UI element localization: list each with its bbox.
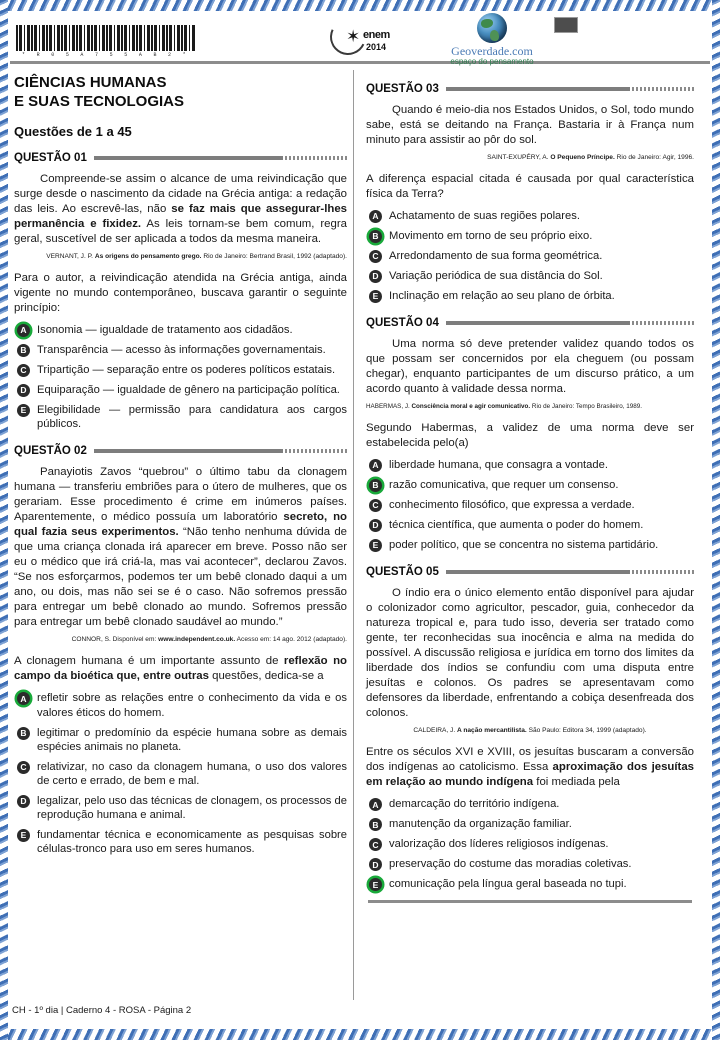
option-b-marker[interactable]	[366, 479, 386, 493]
option-letter: A	[369, 459, 382, 472]
enem-wordmark: enem	[363, 29, 390, 41]
question-05-stem	[366, 745, 694, 790]
question-01-stem: Para o autor, a reivindicação atendida na Grécia antiga, ainda vigente no mundo contemporâneo, buscava garantir o seguinte princípio:	[14, 271, 347, 314]
question-04-label: QUESTÃO 04	[366, 317, 439, 330]
right-column	[354, 70, 700, 1000]
option-d[interactable]	[14, 794, 347, 823]
option-e[interactable]	[14, 403, 347, 432]
option-b[interactable]	[14, 343, 347, 358]
question-header-dots	[632, 87, 694, 91]
option-d-text: legalizar, pelo uso das técnicas de clonagem, os processos de reprodução humana e animal.	[37, 794, 347, 822]
subject-title-line1: CIÊNCIAS HUMANAS	[14, 74, 167, 91]
option-letter: E	[369, 878, 382, 891]
question-01-citation	[14, 253, 347, 262]
option-letter: C	[369, 250, 382, 263]
option-a-text: demarcação do território indígena.	[389, 798, 560, 811]
passage-bold: se faz mais que assegurar-lhes permanência e fixidez.	[14, 202, 347, 230]
option-a-text: refletir sobre as relações entre o conhecimento da vida e os valores éticos do homem.	[37, 692, 347, 719]
two-column-layout	[8, 70, 712, 1000]
option-letter: A	[17, 324, 30, 337]
option-d[interactable]	[366, 269, 694, 284]
option-b-marker[interactable]	[366, 818, 386, 832]
option-e[interactable]	[14, 828, 347, 857]
option-b[interactable]	[14, 726, 347, 755]
globe-icon	[477, 13, 507, 43]
option-c-marker[interactable]	[14, 364, 34, 378]
citation-work: www.independent.co.uk.	[158, 636, 236, 644]
question-04-passage: Uma norma só deve pretender validez quando todos os que possam ser concernidos por ela cheguem (ou possam chegar), enquanto participantes de um discurso prático, a um acordo quanto à validade dessa norma.	[366, 338, 694, 396]
option-d-text: Equiparação — igualdade de gênero na participação política.	[37, 383, 340, 396]
option-c-text: Tripartição — separação entre os poderes políticos estatais.	[37, 363, 336, 376]
page-content	[8, 11, 712, 1029]
question-05-passage: O índio era o único elemento então disponível para ajudar o colonizador como agricultor, pescador, guia, conhecedor da natureza tropical e, para tudo isso, deveria ser tratado como gente, ter reconhecidas sua inocência e alma na medida do possível. A discussão religiosa e jurídica em torno dos limites da liberdade dos índios se confundiu com uma disputa entre jesuítas e colonos. Os padres se apresentavam como defensores da liberdade, enfrentando a cobiça desenfreada dos colonos.	[366, 586, 694, 720]
option-letter: D	[17, 795, 30, 808]
page-footer: CH - 1º dia | Caderno 4 - ROSA - Página 2	[12, 1005, 192, 1016]
option-c-marker[interactable]	[366, 838, 386, 852]
option-a-marker[interactable]	[14, 692, 34, 706]
option-letter: A	[17, 692, 30, 705]
watermark-subtitle: espaço do pensamento	[450, 57, 534, 66]
option-c[interactable]	[366, 249, 694, 264]
question-header-bar	[446, 321, 630, 325]
question-05-citation	[366, 727, 694, 736]
option-e-marker[interactable]	[366, 290, 386, 304]
option-d-marker[interactable]	[14, 795, 34, 809]
option-d[interactable]	[366, 857, 694, 872]
option-a-marker[interactable]	[366, 459, 386, 473]
question-02-stem	[14, 654, 347, 684]
barcode-image	[16, 25, 196, 51]
question-03-header	[366, 83, 694, 95]
option-letter: B	[369, 818, 382, 831]
option-c[interactable]	[14, 760, 347, 789]
subject-title	[14, 74, 347, 112]
option-letter: D	[369, 519, 382, 532]
citation-rest: Rio de Janeiro: Bertrand Brasil, 1992 (adaptado).	[201, 252, 347, 260]
option-b-marker[interactable]	[14, 727, 34, 741]
question-03-options	[366, 209, 694, 304]
option-e-text: comunicação pela língua geral baseada no tupi.	[389, 878, 627, 891]
citation-author: CONNOR, S. Disponível em:	[71, 636, 159, 644]
option-letter: B	[369, 230, 382, 243]
option-b-text: Transparência — acesso às informações governamentais.	[37, 343, 326, 356]
question-03-label: QUESTÃO 03	[366, 83, 439, 95]
option-e[interactable]	[366, 538, 694, 553]
option-a[interactable]	[14, 691, 347, 720]
question-header-dots	[285, 156, 347, 160]
option-b[interactable]	[366, 817, 694, 832]
option-b-text: legitimar o predomínio da espécie humana sobre as demais espécies animais no planeta.	[37, 726, 347, 754]
option-a[interactable]	[366, 797, 694, 812]
enem-logo	[330, 17, 410, 57]
option-letter: B	[369, 479, 382, 492]
stem-bold: reflexão no campo da bioética que, entre outras	[14, 655, 347, 683]
subject-title-line2: E SUAS TECNOLOGIAS	[14, 92, 185, 110]
question-02-options	[14, 691, 347, 857]
option-letter: B	[17, 727, 30, 740]
watermark-geoverdade	[432, 13, 552, 66]
option-c-text: valorização dos líderes religiosos indígenas.	[389, 838, 609, 851]
option-c-text: conhecimento filosófico, que expressa a verdade.	[389, 498, 635, 511]
option-c-marker[interactable]	[366, 250, 386, 264]
left-column	[8, 70, 354, 1000]
option-d-text: Variação periódica de sua distância do Sol.	[389, 270, 603, 283]
option-d-text: técnica científica, que aumenta o poder do homem.	[389, 518, 644, 531]
option-e[interactable]	[366, 289, 694, 304]
question-04-options	[366, 458, 694, 553]
option-letter: C	[369, 499, 382, 512]
option-letter: E	[17, 829, 30, 842]
option-b-text: Movimento em torno de seu próprio eixo.	[389, 230, 593, 243]
option-d[interactable]	[366, 518, 694, 533]
option-b-text: razão comunicativa, que requer um consenso.	[389, 478, 619, 491]
question-01-header	[14, 152, 347, 164]
question-01	[14, 152, 347, 432]
option-e-text: Elegibilidade — permissão para candidatura aos cargos públicos.	[37, 403, 347, 431]
option-letter: C	[17, 761, 30, 774]
option-d-marker[interactable]	[14, 384, 34, 398]
stem-bold: aproximação dos jesuítas em relação ao mundo indígena	[366, 761, 694, 789]
option-c-text: relativizar, no caso da clonagem humana, o uso dos valores de certo e errado, de bem e mal.	[37, 760, 347, 788]
question-04-stem: Segundo Habermas, a validez de uma norma deve ser estabelecida pelo(a)	[366, 421, 694, 449]
page-border-top	[0, 0, 720, 11]
citation-work: O Pequeno Príncipe.	[550, 154, 615, 162]
option-a-text: liberdade humana, que consagra a vontade.	[389, 458, 608, 471]
citation-author: HABERMAS, J.	[366, 403, 412, 411]
option-e-text: Inclinação em relação ao seu plano de órbita.	[389, 290, 615, 303]
question-02-citation	[14, 636, 347, 645]
question-range: Questões de 1 a 45	[14, 123, 132, 139]
option-letter: A	[369, 210, 382, 223]
question-03	[366, 83, 694, 304]
option-d-text: preservação do costume das moradias coletivas.	[389, 858, 632, 871]
option-letter: E	[17, 404, 30, 417]
citation-rest: Acesso em: 14 ago. 2012 (adaptado).	[235, 636, 347, 644]
option-e-marker[interactable]	[14, 404, 34, 418]
question-header-bar	[94, 156, 283, 160]
question-02-label: QUESTÃO 02	[14, 444, 87, 457]
question-header-dots	[632, 570, 694, 574]
option-a-marker[interactable]	[366, 210, 386, 224]
option-letter: E	[369, 290, 382, 303]
option-c[interactable]	[366, 837, 694, 852]
enem-year: 2014	[366, 42, 387, 52]
option-d-marker[interactable]	[366, 858, 386, 872]
option-letter: D	[369, 270, 382, 283]
option-c-marker[interactable]	[14, 761, 34, 775]
option-b-text: manutenção da organização familiar.	[389, 818, 572, 831]
option-d-marker[interactable]	[366, 270, 386, 284]
option-c[interactable]	[14, 363, 347, 378]
option-e-text: poder político, que se concentra no sistema partidário.	[389, 538, 659, 551]
page-border-left	[0, 0, 8, 1040]
registration-mark	[554, 17, 578, 33]
question-04	[366, 317, 694, 553]
option-a-marker[interactable]	[366, 798, 386, 812]
page-border-bottom	[0, 1029, 720, 1040]
citation-work: Consciência moral e agir comunicativo.	[411, 403, 531, 411]
citation-work: A nação mercantilista.	[456, 727, 527, 735]
question-01-options	[14, 323, 347, 432]
option-letter: C	[369, 838, 382, 851]
question-04-header	[366, 317, 694, 329]
option-d-marker[interactable]	[366, 519, 386, 533]
option-letter: C	[17, 364, 30, 377]
stem-post: foi mediada pela	[533, 776, 620, 789]
passage-pre: Compreende-se assim o alcance de uma reivindicação que surge desde o nascimento da cidade na Grécia antiga: a redação das leis. Ao escrevê-las, não	[14, 172, 347, 215]
option-a-text: Achatamento de suas regiões polares.	[389, 210, 580, 223]
passage-post: “Não tenho nenhuma dúvida de que uma criança clonada irá aparecer em breve. Posso não ser eu o médico que irá criá-la, mas vai acontecer”, declarou Zavos. “Se nos esforçarmos, podemos ter um bebê clonado daqui a um ano, ou dois, mas não sei se é o caso. Não sofremos pressão para entregar um bebê clonado ao mundo. Sofremos pressão para entregar um bebê clonado saudável ao mundo.”	[14, 526, 347, 629]
question-05-options	[366, 797, 694, 892]
question-header-bar	[446, 87, 630, 91]
passage-post: As leis tornam-se bem comum, regra geral, suscetível de ser aplicada a todos da mesma maneira.	[14, 217, 347, 245]
option-a[interactable]	[14, 323, 347, 338]
watermark-name: Geoverdade.com	[451, 44, 533, 58]
stem-pre: Entre os séculos XVI e XVIII, os jesuítas buscaram a conversão dos indígenas ao catolicismo. Essa	[366, 746, 694, 774]
question-03-citation	[366, 154, 694, 163]
citation-rest: São Paulo: Editora 34, 1999 (adaptado).	[526, 727, 647, 735]
option-e-marker[interactable]	[14, 829, 34, 843]
barcode-text: * R 0 5 A 7 5 5 A B 2 *	[22, 52, 190, 58]
option-d[interactable]	[14, 383, 347, 398]
question-02-header	[14, 445, 347, 457]
option-c-text: Arredondamento de sua forma geométrica.	[389, 250, 603, 263]
citation-author: CALDEIRA, J.	[413, 727, 457, 735]
option-e-text: fundamentar técnica e economicamente as pesquisas sobre células-tronco para uso em seres humanos.	[37, 828, 347, 856]
citation-rest: Rio de Janeiro: Agir, 1996.	[614, 154, 694, 162]
question-header-bar	[94, 449, 283, 453]
passage-pre: Panayiotis Zavos “quebrou” o último tabu da clonagem humana — transferiu embriões para o útero de mulheres, que os gerariam. Esse procedimento é crime em inúmeros países. Aparentemente, o médico possuía um laboratório	[14, 465, 347, 524]
option-a-marker[interactable]	[14, 324, 34, 338]
option-b[interactable]	[366, 478, 694, 493]
option-e[interactable]	[366, 877, 694, 892]
question-05-header	[366, 566, 694, 578]
question-05	[366, 566, 694, 892]
question-04-citation	[366, 403, 694, 412]
page-border-right	[712, 0, 720, 1040]
citation-rest: Rio de Janeiro: Tempo Brasileiro, 1989.	[530, 403, 643, 411]
question-02	[14, 445, 347, 857]
option-b-marker[interactable]	[366, 230, 386, 244]
option-b[interactable]	[366, 229, 694, 244]
option-a[interactable]	[366, 458, 694, 473]
option-e-marker[interactable]	[366, 539, 386, 553]
option-e-marker[interactable]	[366, 878, 386, 892]
citation-work: As origens do pensamento grego.	[94, 252, 202, 260]
passage-bold: secreto, no qual fazia seus experimentos.	[14, 511, 347, 539]
citation-author: VERNANT, J. P.	[46, 252, 95, 260]
enem-star-icon: ✶	[346, 27, 361, 46]
question-01-label: QUESTÃO 01	[14, 151, 87, 164]
option-letter: D	[17, 384, 30, 397]
option-b-marker[interactable]	[14, 344, 34, 358]
page-header	[8, 11, 712, 66]
option-letter: A	[369, 798, 382, 811]
option-a[interactable]	[366, 209, 694, 224]
stem-post: questões, dedica-se a	[208, 670, 324, 683]
question-header-bar	[446, 570, 630, 574]
question-05-label: QUESTÃO 05	[366, 565, 439, 578]
citation-author: SAINT-EXUPÉRY, A.	[487, 154, 551, 162]
question-header-dots	[285, 449, 347, 453]
option-c-marker[interactable]	[366, 499, 386, 513]
header-divider	[10, 61, 710, 64]
question-03-passage: Quando é meio-dia nos Estados Unidos, o Sol, todo mundo sabe, está se deitando na França. Bastaria ir à França num minuto para assistir ao pôr do sol.	[366, 104, 694, 147]
column-bottom-rule	[368, 900, 692, 903]
question-header-dots	[632, 321, 694, 325]
option-a-text: Isonomia — igualdade de tratamento aos cidadãos.	[37, 323, 293, 336]
question-01-passage	[14, 172, 347, 247]
question-03-stem: A diferença espacial citada é causada por qual característica física da Terra?	[366, 173, 694, 201]
stem-pre: A clonagem humana é um importante assunto de	[14, 655, 284, 668]
option-letter: B	[17, 344, 30, 357]
option-letter: D	[369, 858, 382, 871]
question-02-passage	[14, 465, 347, 631]
option-letter: E	[369, 539, 382, 552]
option-c[interactable]	[366, 498, 694, 513]
